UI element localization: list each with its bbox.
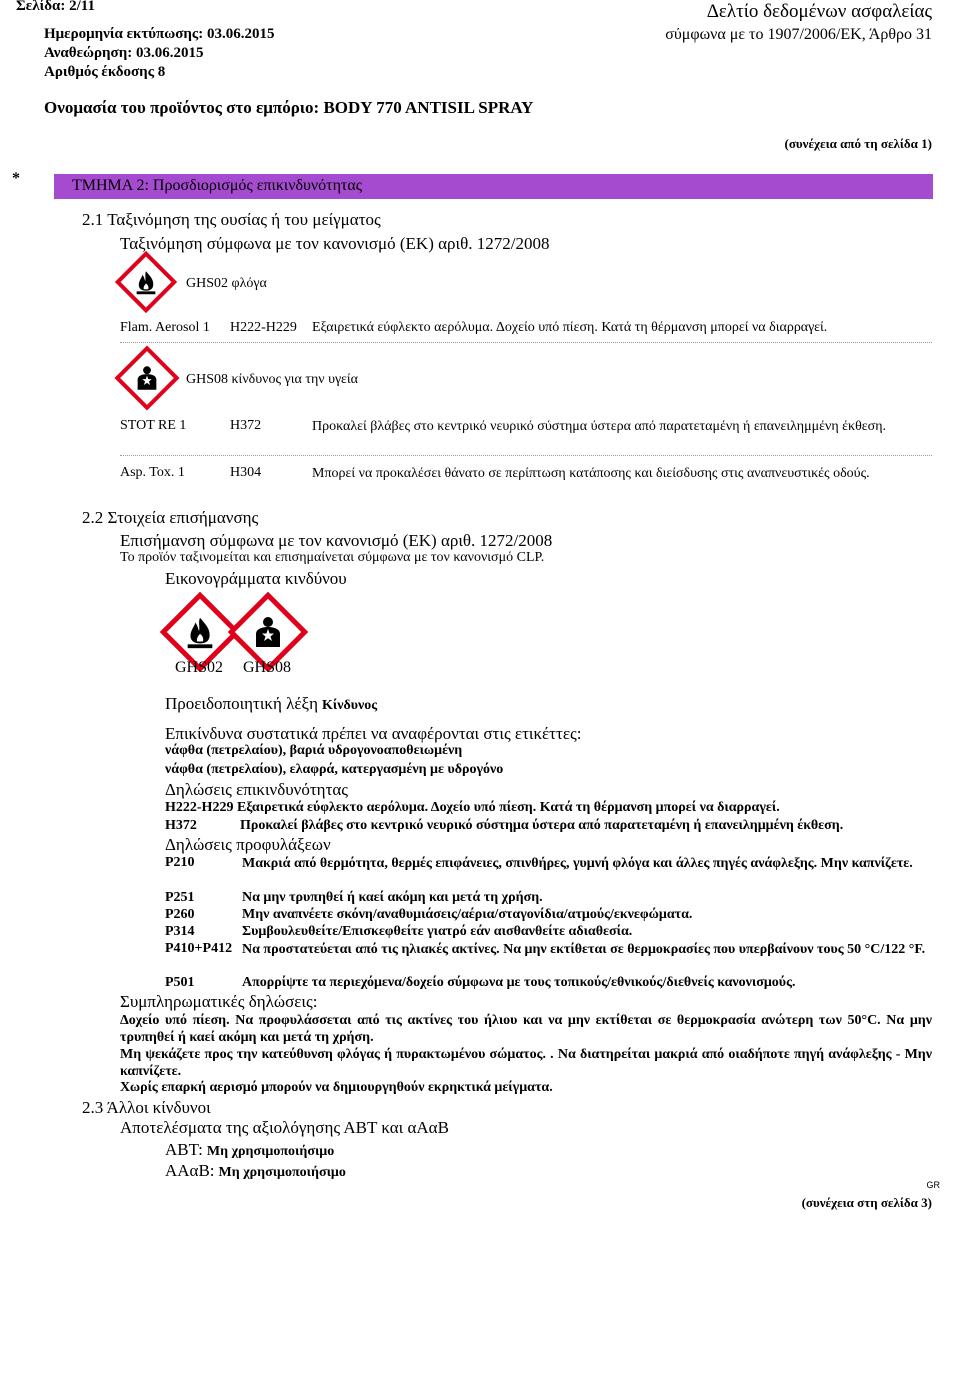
pbt-label: ΑΒΤ: [165, 1140, 203, 1159]
supplementary-statement: Μη ψεκάζετε προς την κατεύθυνση φλόγας ή πυρακτωμένου σώματος. . Να διατηρείται μακριά από οιαδήποτε πηγή ανάφλεξης - Μην καπνίζετε. [120, 1047, 932, 1079]
language-code: GR [926, 1180, 940, 1190]
stot-text: Προκαλεί βλάβες στο κεντρικό νευρικό σύστημα ύστερα από παρατεταμένη ή επανειλημμένη έκθεση. [312, 419, 887, 434]
flam-code: Flam. Aerosol 1 [120, 320, 210, 335]
print-date: Ημερομηνία εκτύπωσης: 03.06.2015 [44, 26, 275, 42]
precautionary-title: Δηλώσεις προφυλάξεων [165, 835, 331, 854]
vpvb-row [165, 1161, 346, 1181]
revision-star: * [12, 170, 20, 187]
precaution-code: P210 [165, 855, 195, 870]
continued-to: (συνέχεια στη σελίδα 3) [801, 1195, 932, 1210]
precaution-text: Απορρίψτε τα περιεχόμενα/δοχείο σύμφωνα με τους τοπικούς/εθνικούς/διεθνείς κανονισμούς. [242, 975, 796, 990]
pictogram-1-label: GHS02 [175, 659, 224, 676]
ghs02-label: GHS02 φλόγα [186, 276, 267, 291]
precaution-code: P260 [165, 907, 195, 922]
hazard-statements-title: Δηλώσεις επικινδυνότητας [165, 780, 349, 799]
precaution-text: Να μην τρυπηθεί ή καεί ακόμη και μετά τη χρήση. [242, 890, 543, 905]
precaution-text: Μην αναπνέετε σκόνη/αναθυμιάσεις/αέρια/σταγονίδια/ατμούς/εκνεφώματα. [242, 907, 693, 922]
signal-word: Κίνδυνος [322, 698, 378, 713]
flame-icon [114, 250, 178, 314]
doc-subtitle: σύμφωνα με το 1907/2006/ΕΚ, Άρθρο 31 [665, 26, 932, 43]
ingredient-item: νάφθα (πετρελαίου), βαριά υδρογονοαποθειωμένη [165, 743, 463, 758]
vpvb-label: ΑΑαΒ: [165, 1161, 215, 1180]
section-title: ΤΜΗΜΑ 2: Προσδιορισμός επικινδυνότητας [72, 177, 363, 194]
precaution-text: Μακριά από θερμότητα, θερμές επιφάνειες, σπινθήρες, γυμνή φλόγα και άλλες πηγές ανάφλεξης. Μην καπνίζετε. [242, 856, 913, 871]
ghs08-label: GHS08 κίνδυνος για την υγεία [186, 372, 358, 387]
flam-text: Εξαιρετικά εύφλεκτο αερόλυμα. Δοχείο υπό πίεση. Κατά τη θέρμανση μπορεί να διαρραγεί. [312, 320, 828, 335]
divider [120, 342, 932, 343]
clp-note: Το προϊόν ταξινομείται και επισημαίνεται σύμφωνα με τον κανονισμό CLP. [120, 550, 545, 565]
supplementary-statement: Χωρίς επαρκή αερισμό μπορούν να δημιουργηθούν εκρηκτικά μείγματα. [120, 1080, 553, 1095]
ingredient-item: νάφθα (πετρελαίου), ελαφρά, κατεργασμένη με υδρογόνο [165, 762, 504, 777]
precaution-code: P410+P412 [165, 941, 233, 956]
signal-word-label: Προειδοποιητική λέξη [165, 694, 318, 713]
labelling-subheading: Επισήμανση σύμφωνα με τον κανονισμό (ΕΚ) αριθ. 1272/2008 [120, 531, 553, 550]
continued-from: (συνέχεια από τη σελίδα 1) [784, 136, 932, 151]
version-number: Αριθμός έκδοσης 8 [44, 64, 166, 80]
section-banner [54, 174, 933, 199]
ingredients-title: Επικίνδυνα συστατικά πρέπει να αναφέρονται στις ετικέττες: [165, 724, 582, 743]
precaution-text: Συμβουλευθείτε/Επισκεφθείτε γιατρό εάν αισθανθείτε αδιαθεσία. [242, 924, 633, 939]
precaution-text: Να προστατεύεται από τις ηλιακές ακτίνες. Να μην εκτίθεται σε θερμοκρασίες που υπερβαίνουν τους 50 °C/122 °F. [242, 942, 926, 957]
supplementary-statement: Δοχείο υπό πίεση. Να προφυλάσσεται από τις ακτίνες του ήλιου και να μην εκτίθεται σε θερμοκρασία ανώτερη των 50°C. Να μην τρυπηθεί ή καεί ακόμη και μετά τη χρήση. [120, 1013, 932, 1045]
flam-hazard-code: H222-H229 [230, 320, 297, 335]
stot-code: STOT RE 1 [120, 418, 187, 433]
section-2-1-heading: 2.1 Ταξινόμηση της ουσίας ή του μείγματος [82, 210, 381, 229]
pictograms-title: Εικονογράμματα κινδύνου [165, 569, 347, 588]
asp-text: Μπορεί να προκαλέσει θάνατο σε περίπτωση κατάποσης και διείσδυσης στις αναπνευστικές οδούς. [312, 466, 870, 481]
asp-hazard-code: H304 [230, 465, 262, 480]
section-2-2-heading: 2.2 Στοιχεία επισήμανσης [82, 508, 259, 527]
precaution-code: P314 [165, 924, 195, 939]
pbt-value: Μη χρησιμοποιήσιμο [206, 1144, 335, 1159]
classification-subheading: Ταξινόμηση σύμφωνα με τον κανονισμό (ΕΚ) αριθ. 1272/2008 [120, 234, 550, 253]
doc-title: Δελτίο δεδομένων ασφαλείας [706, 1, 932, 22]
hazard-code: H372 [165, 818, 197, 833]
section-2-3-heading: 2.3 Άλλοι κίνδυνοι [82, 1098, 211, 1117]
hazard-statement: Προκαλεί βλάβες στο κεντρικό νευρικό σύστημα ύστερα από παρατεταμένη ή επανειλημμένη έκθεση. [240, 818, 844, 833]
asp-code: Asp. Tox. 1 [120, 465, 185, 480]
pbt-row [165, 1140, 334, 1160]
divider [120, 455, 932, 456]
vpvb-value: Μη χρησιμοποιήσιμο [218, 1165, 346, 1180]
pictogram-2-label: GHS08 [243, 659, 292, 676]
revision-date: Αναθεώρηση: 03.06.2015 [44, 45, 204, 61]
pbt-subheading: Αποτελέσματα της αξιολόγησης ΑΒΤ και αΑαΒ [120, 1118, 449, 1137]
precaution-code: P251 [165, 890, 195, 905]
hazard-statement: H222-H229 Εξαιρετικά εύφλεκτο αερόλυμα. Δοχείο υπό πίεση. Κατά τη θέρμανση μπορεί να διαρραγεί. [165, 800, 780, 815]
health-hazard-icon [114, 345, 180, 411]
page-number: Σελίδα: 2/11 [16, 0, 95, 14]
precaution-code: P501 [165, 975, 195, 990]
signal-word-row [165, 694, 377, 714]
stot-hazard-code: H372 [230, 418, 262, 433]
supplementary-title: Συμπληρωματικές δηλώσεις: [120, 992, 318, 1011]
product-name: Ονομασία του προϊόντος στο εμπόριο: BODY 770 ANTISIL SPRAY [44, 98, 534, 117]
